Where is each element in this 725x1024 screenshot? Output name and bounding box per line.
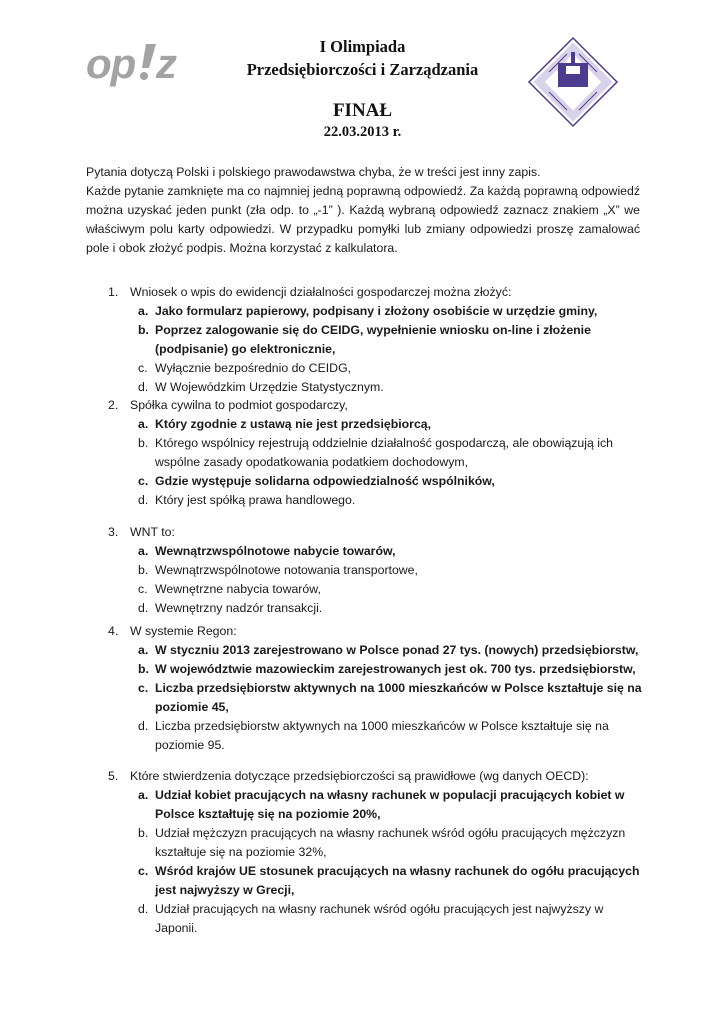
answer-option: b. W województwie mazowieckim zarejestrowanych jest ok. 700 tys. przedsiębiorstw, (138, 662, 636, 676)
answer-option: b. Wewnątrzwspólnotowe notowania transportowe, (138, 563, 418, 577)
title-line-1: I Olimpiada (319, 37, 406, 56)
instructions-line-1: Pytania dotyczą Polski i polskiego prawodawstwa chyba, że w treści jest inny zapis. (86, 165, 541, 179)
question-text: 4. W systemie Regon: (86, 622, 646, 641)
question-text: 5. Które stwierdzenia dotyczące przedsiębiorczości są prawidłowe (wg danych OECD): (86, 767, 646, 786)
answer-option: c. Gdzie występuje solidarna odpowiedzialność wspólników, (138, 474, 495, 488)
instructions (86, 163, 640, 258)
opz-logo (84, 38, 194, 92)
svg-text:op: op (86, 40, 136, 87)
question-text: 1. Wniosek o wpis do ewidencji działalności gospodarczej można złożyć: (86, 283, 646, 302)
answer-option: c. Wewnętrzne nabycia towarów, (138, 582, 321, 596)
answer-option: a. Jako formularz papierowy, podpisany i złożony osobiście w urzędzie gminy, (138, 304, 598, 318)
question-text: 2. Spółka cywilna to podmiot gospodarczy, (86, 396, 646, 415)
question-5 (86, 767, 646, 938)
question-3 (86, 523, 646, 618)
question-1 (86, 283, 646, 397)
answer-option: d. Który jest spółką prawa handlowego. (138, 493, 356, 507)
question-number: 1. (108, 285, 119, 299)
answer-option: b. Udział mężczyzn pracujących na własny rachunek wśród ogółu pracujących mężczyzn kształtuje się na poziomie 32%, (138, 826, 626, 859)
faculty-seal-logo (527, 36, 619, 128)
answer-option: b. Którego wspólnicy rejestrują oddzielnie działalność gospodarczą, ale obowiązują ich wspólne zasady opodatkowania podatkiem dochodowym, (138, 436, 613, 469)
answer-option: c. Wyłącznie bezpośrednio do CEIDG, (138, 361, 352, 375)
answer-option: a. Który zgodnie z ustawą nie jest przedsiębiorcą, (138, 417, 432, 431)
question-number: 5. (108, 769, 119, 783)
answer-option: d. Liczba przedsiębiorstw aktywnych na 1000 mieszkańców w Polsce kształtuje się na poziomie 95. (138, 719, 609, 752)
question-number: 3. (108, 525, 119, 539)
question-2 (86, 396, 646, 510)
answer-option: d. Wewnętrzny nadzór transakcji. (138, 601, 323, 615)
question-number: 2. (108, 398, 119, 412)
answer-option: a. Udział kobiet pracujących na własny rachunek w populacji pracujących kobiet w Polsce kształtuję się na poziomie 20%, (138, 788, 625, 821)
answer-option: c. Wśród krajów UE stosunek pracujących na własny rachunek do ogółu pracujących jest najwyższy w Grecji, (138, 864, 640, 897)
exam-date: 22.03.2013 r. (323, 124, 402, 140)
answer-option: d. W Wojewódzkim Urzędzie Statystycznym. (138, 380, 384, 394)
question-text: 3. WNT to: (86, 523, 646, 542)
answer-option: b. Poprzez zalogowanie się do CEIDG, wypełnienie wniosku on-line i złożenie (podpisanie) go elektronicznie, (138, 323, 591, 356)
title-line-2: Przedsiębiorczości i Zarządzania (246, 60, 479, 79)
answer-option: a. W styczniu 2013 zarejestrowano w Polsce ponad 27 tys. (nowych) przedsiębiorstw, (138, 643, 639, 657)
answer-option: a. Wewnątrzwspólnotowe nabycie towarów, (138, 544, 396, 558)
svg-text:z: z (156, 40, 177, 87)
instructions-paragraph: Każde pytanie zamknięte ma co najmniej jedną poprawną odpowiedź. Za każdą poprawną odpowiedź można uzyskać jeden punkt (zła odp. to „-1” ). Każdą wybraną odpowiedź zaznacz znakiem „X” we właściwym polu karty odpowiedzi. W przypadku pomyłki lub zmiany odpowiedzi proszę zamalować pole i obok złożyć podpis. Można korzystać z kalkulatora. (86, 184, 640, 255)
question-4 (86, 622, 646, 755)
answer-option: c. Liczba przedsiębiorstw aktywnych na 1000 mieszkańców w Polsce kształtuje się na poziomie 45, (138, 681, 642, 714)
answer-option: d. Udział pracujących na własny rachunek wśród ogółu pracujących jest najwyższy w Japonii. (138, 902, 604, 935)
final-heading: FINAŁ (332, 100, 393, 121)
question-number: 4. (108, 624, 119, 638)
